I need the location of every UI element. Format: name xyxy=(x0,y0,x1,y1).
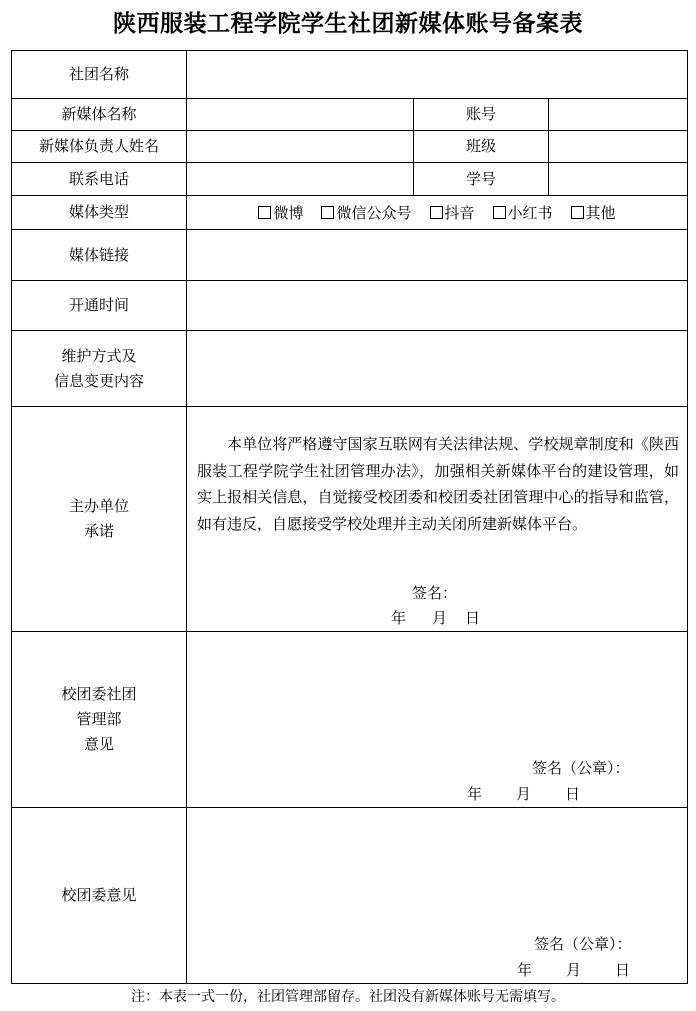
row-league-opinion xyxy=(12,808,688,984)
label-committee-line1: 校团委社团 xyxy=(61,685,137,703)
media-type-wechat[interactable]: 微信公众号 xyxy=(321,202,411,223)
media-type-douyin[interactable]: 抖音 xyxy=(430,202,475,223)
date-day: 日 xyxy=(615,961,631,979)
row-manager xyxy=(12,131,688,163)
league-date xyxy=(517,959,630,980)
label-student-id: 学号 xyxy=(414,163,549,196)
date-day: 日 xyxy=(565,785,581,803)
label-club-name: 社团名称 xyxy=(12,51,187,99)
label-media-type: 媒体类型 xyxy=(12,196,187,230)
field-media-name[interactable] xyxy=(187,99,414,131)
committee-date xyxy=(467,783,580,804)
label-maintenance-line2: 信息变更内容 xyxy=(53,371,144,390)
league-signature-label: 签名（公章）： xyxy=(534,935,632,953)
row-open-time xyxy=(12,281,688,331)
media-type-options xyxy=(187,196,688,230)
field-class[interactable] xyxy=(549,131,688,163)
label-commitment-line2: 承诺 xyxy=(83,522,114,540)
commitment-cell xyxy=(187,407,688,632)
field-media-link[interactable] xyxy=(187,230,688,281)
footer-note: 注：本表一式一份，社团管理部留存。社团没有新媒体账号无需填写。 xyxy=(131,989,565,1005)
label-maintenance-line1: 维护方式及 xyxy=(61,346,137,365)
date-year: 年 xyxy=(467,785,483,803)
commitment-signature-label: 签名： xyxy=(412,584,458,602)
label-account: 账号 xyxy=(414,99,549,131)
label-media-name: 新媒体名称 xyxy=(12,99,187,131)
label-manager-name: 新媒体负责人姓名 xyxy=(12,131,187,163)
checkbox-icon[interactable] xyxy=(493,206,506,219)
checkbox-icon[interactable] xyxy=(571,206,584,219)
committee-opinion-cell[interactable] xyxy=(187,632,688,808)
label-class: 班级 xyxy=(414,131,549,163)
media-type-weibo[interactable]: 微博 xyxy=(258,202,303,223)
row-commitment xyxy=(12,407,688,632)
row-phone xyxy=(12,163,688,196)
field-phone[interactable] xyxy=(187,163,414,196)
checkbox-icon[interactable] xyxy=(321,206,334,219)
committee-signature-label: 签名（公章）： xyxy=(532,759,630,777)
commitment-text: 本单位将严格遵守国家互联网有关法律法规、学校规章制度和《陕西服装工程学院学生社团管理办法》，加强相关新媒体平台的建设管理，如实上报相关信息，自觉接受校团委和校团委社团管理中心的指导和监管，如有违反，自愿接受学校处理并主动关闭所建新媒体平台。 xyxy=(197,435,680,533)
league-opinion-cell[interactable] xyxy=(187,808,688,984)
form-title: 陕西服装工程学院学生社团新媒体账号备案表 xyxy=(113,11,583,37)
row-media-link xyxy=(12,230,688,281)
row-media-type xyxy=(12,196,688,230)
label-open-time: 开通时间 xyxy=(12,281,187,331)
field-club-name[interactable] xyxy=(187,51,688,99)
row-club-name xyxy=(12,51,688,99)
label-phone: 联系电话 xyxy=(12,163,187,196)
date-year: 年 xyxy=(517,961,533,979)
label-maintenance xyxy=(12,331,187,407)
label-committee-line3: 意见 xyxy=(83,735,114,753)
field-student-id[interactable] xyxy=(549,163,688,196)
label-league-opinion: 校团委意见 xyxy=(12,808,187,984)
label-commitment-line1: 主办单位 xyxy=(68,497,129,515)
date-month: 月 xyxy=(432,609,448,627)
row-maintenance xyxy=(12,331,688,407)
label-commitment xyxy=(12,407,187,632)
row-media-name xyxy=(12,99,688,131)
date-month: 月 xyxy=(516,785,532,803)
media-type-xiaohongshu[interactable]: 小红书 xyxy=(493,202,553,223)
checkbox-icon[interactable] xyxy=(430,206,443,219)
label-committee-opinion xyxy=(12,632,187,808)
registration-form-table xyxy=(11,50,688,984)
date-day: 日 xyxy=(465,609,481,627)
label-committee-line2: 管理部 xyxy=(76,710,122,728)
field-manager-name[interactable] xyxy=(187,131,414,163)
date-year: 年 xyxy=(391,609,407,627)
label-media-link: 媒体链接 xyxy=(12,230,187,281)
checkbox-icon[interactable] xyxy=(258,206,271,219)
row-committee-opinion xyxy=(12,632,688,808)
field-account[interactable] xyxy=(549,99,688,131)
commitment-date xyxy=(391,607,480,628)
field-maintenance[interactable] xyxy=(187,331,688,407)
media-type-other[interactable]: 其他 xyxy=(571,202,616,223)
date-month: 月 xyxy=(566,961,582,979)
field-open-time[interactable] xyxy=(187,281,688,331)
